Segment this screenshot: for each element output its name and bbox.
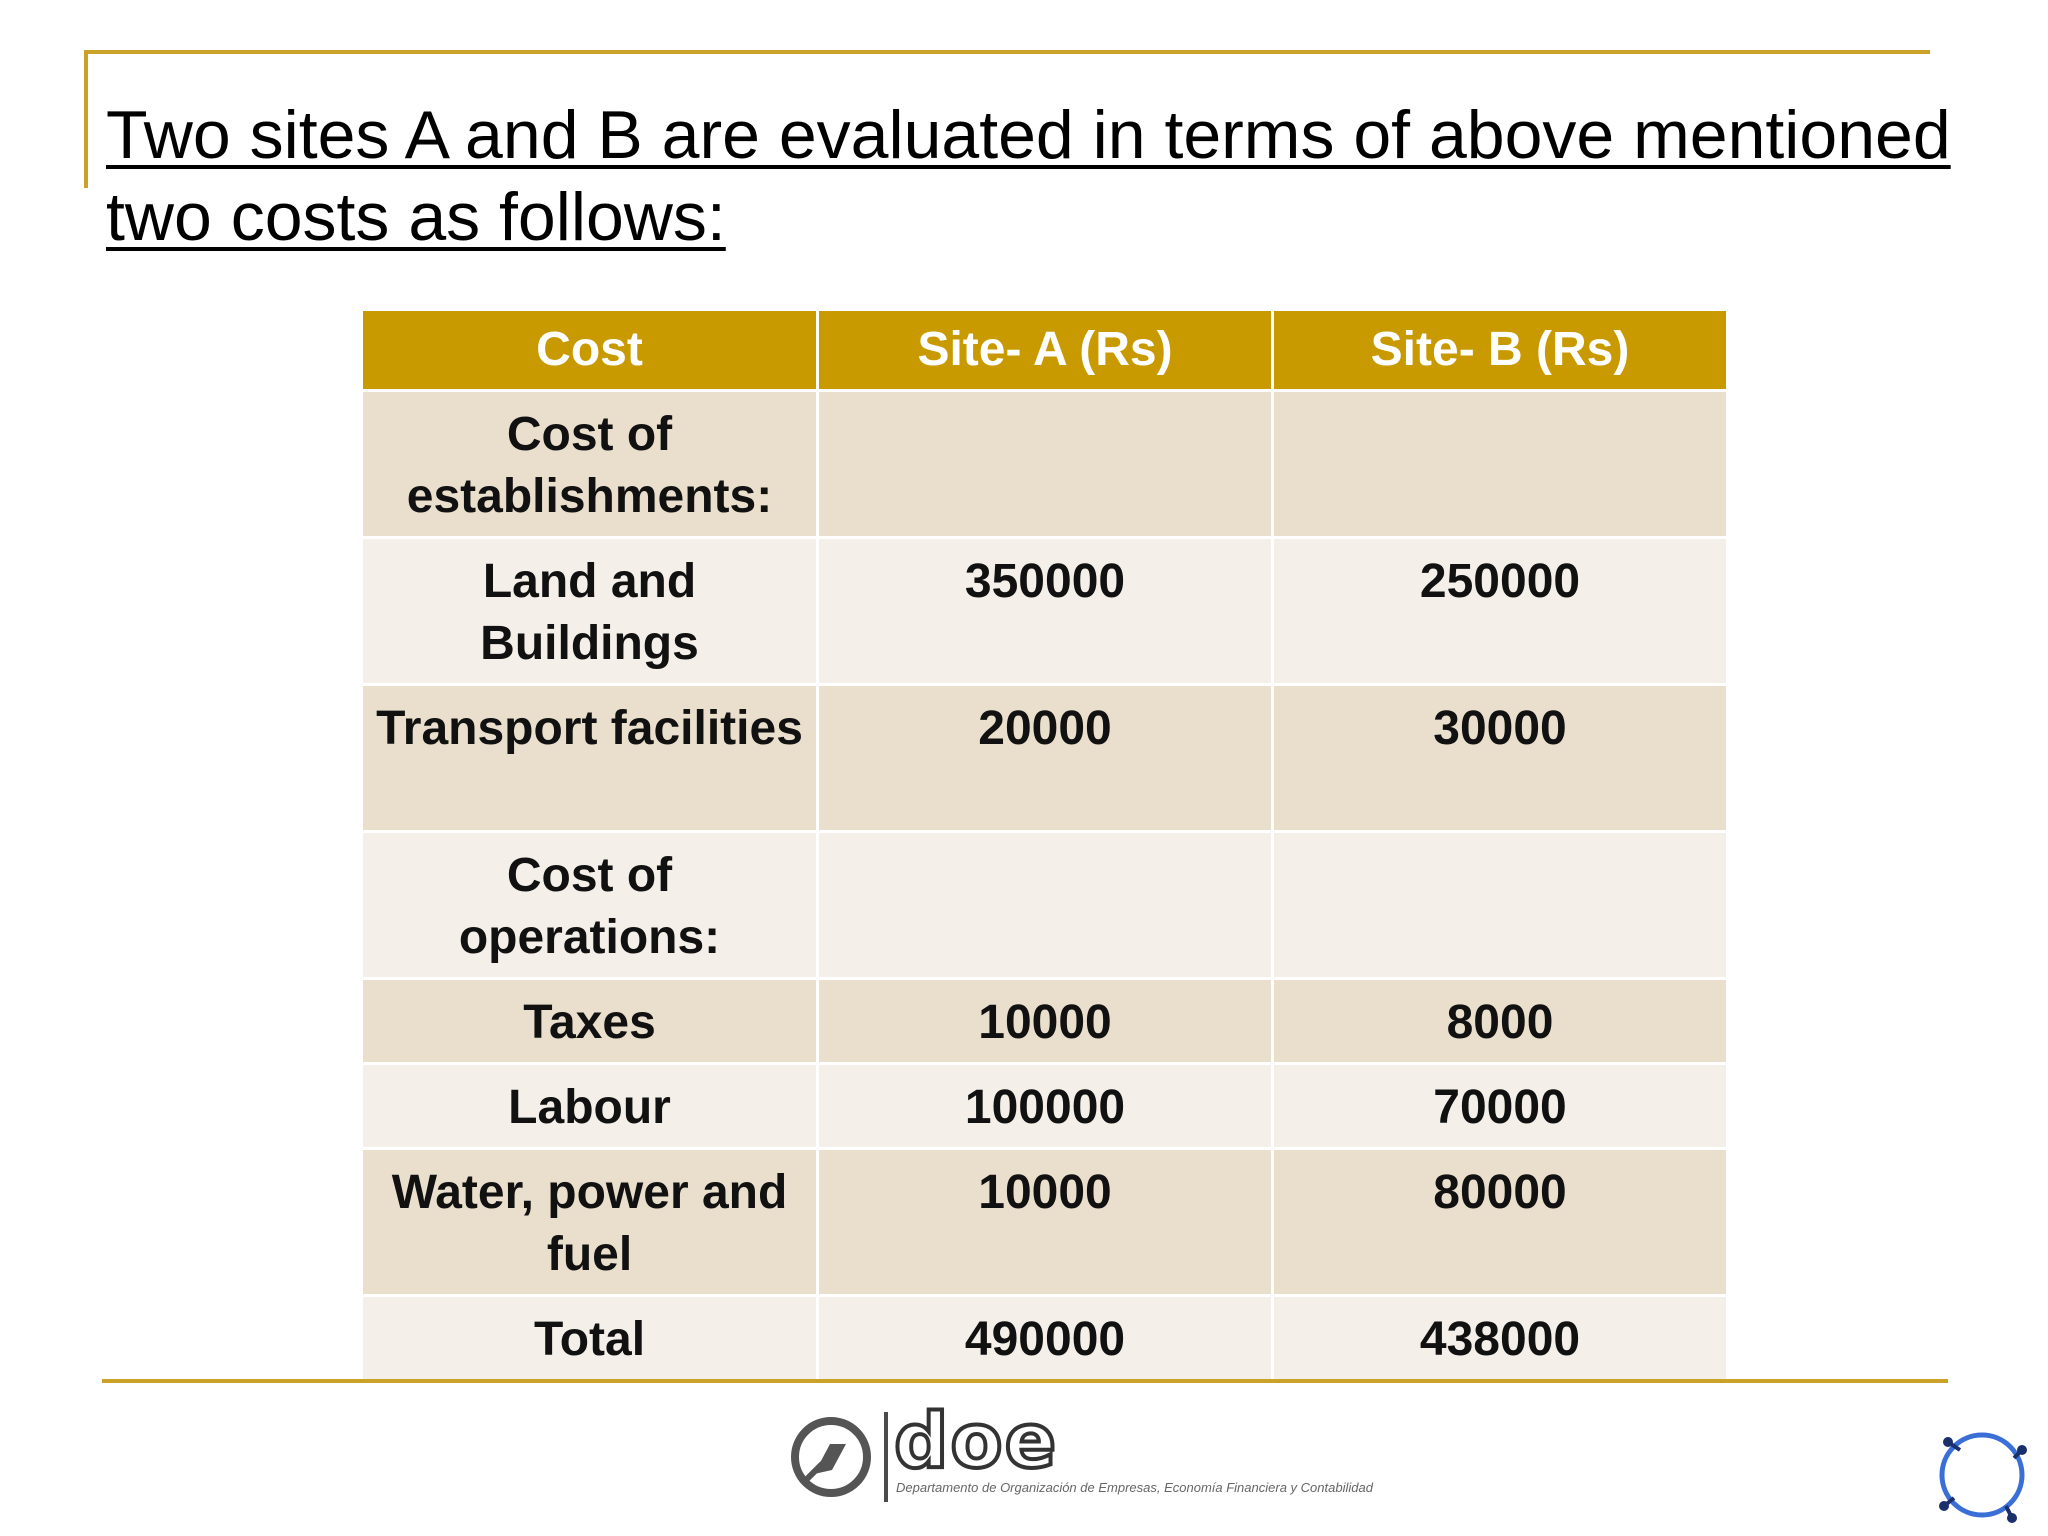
site-b-cell: 8000 [1273,979,1728,1064]
cost-cell: Cost of establishments: [362,391,818,538]
header-cost: Cost [362,310,818,391]
logo-emblem-icon [788,1414,874,1500]
cost-cell: Water, power and fuel [362,1149,818,1296]
table-header-row [362,310,1728,391]
logo-wordmark: doe [894,1396,1059,1485]
logo-separator [884,1412,888,1502]
slide-title: Two sites A and B are evaluated in terms of above mentioned two costs as follows: [106,97,1951,255]
cost-cell: Taxes [362,979,818,1064]
total-site-b-cell: 438000 [1273,1296,1728,1381]
header-site-a: Site- A (Rs) [818,310,1273,391]
site-a-cell [818,832,1273,979]
table-row [362,1149,1728,1296]
site-a-cell: 20000 [818,685,1273,832]
total-site-a-cell: 490000 [818,1296,1273,1381]
logo-subtitle: Departamento de Organización de Empresas, Economía Financiera y Contabilidad [896,1480,1373,1495]
cost-cell: Labour [362,1064,818,1149]
site-a-cell: 100000 [818,1064,1273,1149]
cost-comparison-table [360,308,1729,1382]
cost-cell: Land and Buildings [362,538,818,685]
site-b-cell: 80000 [1273,1149,1728,1296]
site-b-cell: 30000 [1273,685,1728,832]
table-row [362,391,1728,538]
cost-cell: Transport facilities [362,685,818,832]
doe-logo [788,1396,1468,1510]
site-b-cell [1273,391,1728,538]
site-b-cell: 70000 [1273,1064,1728,1149]
top-divider [84,50,1930,54]
table-row [362,685,1728,832]
site-a-cell: 10000 [818,1149,1273,1296]
table-row [362,832,1728,979]
site-a-cell: 350000 [818,538,1273,685]
table-row [362,1064,1728,1149]
total-label-cell: Total [362,1296,818,1381]
site-a-cell [818,391,1273,538]
site-b-cell: 250000 [1273,538,1728,685]
site-a-cell: 10000 [818,979,1273,1064]
header-site-b: Site- B (Rs) [1273,310,1728,391]
slide-nav-icon[interactable] [1930,1420,2040,1530]
site-b-cell [1273,832,1728,979]
table-row [362,979,1728,1064]
table-row [362,538,1728,685]
cost-cell: Cost of operations: [362,832,818,979]
table-row-total [362,1296,1728,1381]
bottom-divider [102,1379,1948,1383]
left-divider [84,50,88,188]
